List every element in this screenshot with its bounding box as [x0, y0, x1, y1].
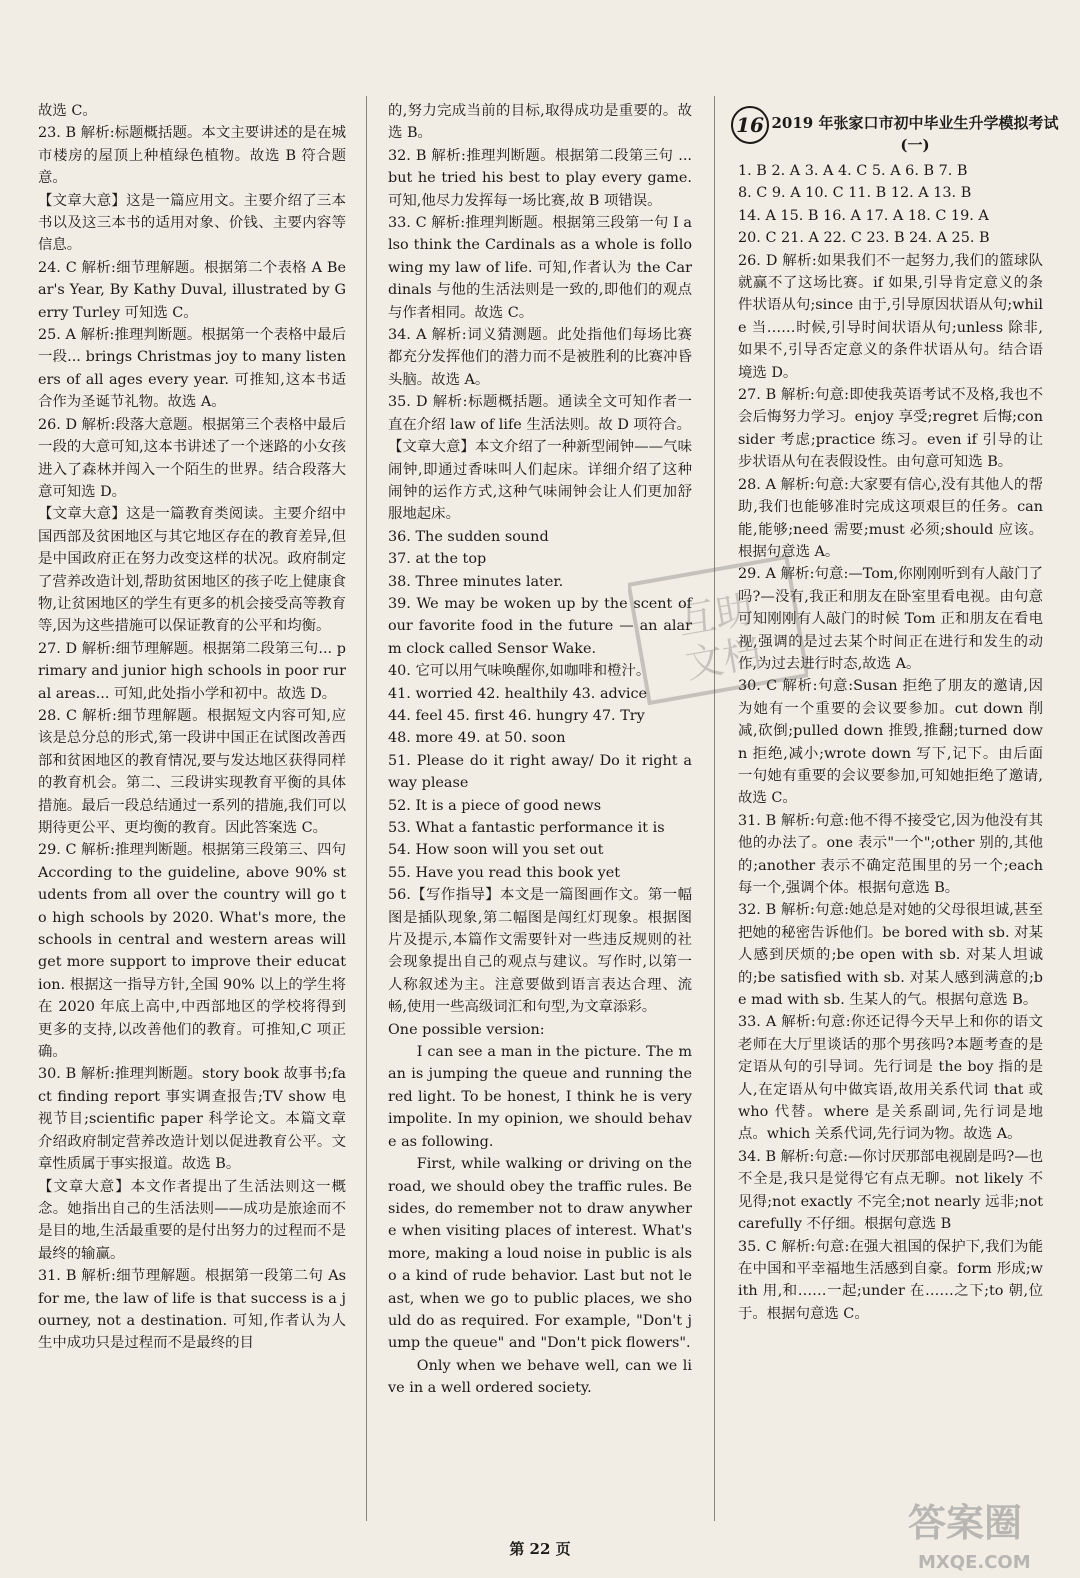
answer-paragraph: 29. C 解析:推理判断题。根据第三段第三、四句 According to the guideline, above 90% students from all over the country will go to high schools by 2020. What's more, the schools in central and western areas will get more support to improve their education. 根据这一指导方针,全国 90% 以上的学生将在 2020 年底上高中,中西部地区的学校将得到更多的支持,以改善他们的教育。可推知,C 项正确。: [38, 842, 346, 1061]
answer-paragraph: 39. We may be woken up by the scent of our favorite food in the future — an alarm clock called Sensor Wake.: [388, 595, 692, 657]
answer-paragraph: 的,努力完成当前的目标,取得成功是重要的。故选 B。: [388, 103, 692, 142]
answer-line: 52. It is a piece of good news: [388, 797, 602, 814]
site-logo: [898, 1492, 1076, 1576]
sample-essay-paragraph: First, while walking or driving on the road, we should obey the traffic rules. Besides, do remember not to draw anywhere when visiting places of interest. What's more, making a loud noise in public is also a kind of rude behavior. Last but not least, when we go to public places, we should do as required. For example, "Don't jump the queue" and "Don't pick flowers".: [388, 1156, 692, 1352]
answer-line: 48. more 49. at 50. soon: [388, 730, 566, 747]
svg-text:答案圈: 答案圈: [908, 1501, 1023, 1545]
answer-paragraph: 29. A 解析:句意:—Tom,你刚刚听到有人敲门了吗?—没有,我正和朋友在卧室里看电视。由句意可知刚刚有人敲门的时候 Tom 正和朋友在看电视,强调的是过去某个时间正在进行和发生的动作,为过去进行时态,故选 A。: [738, 566, 1043, 672]
answer-paragraph: 23. B 解析:标题概括题。本文主要讲述的是在城市楼房的屋顶上种植绿色植物。故选 B 符合题意。: [38, 125, 346, 187]
writing-guide: 56.【写作指导】本文是一篇图画作文。第一幅图是插队现象,第二幅图是闯红灯现象。根据图片及提示,本篇作文需要针对一些违反规则的社会现象提出自己的观点与建议。写作时,以第一人称叙述为主。注意要做到语言表达合理、流畅,使用一些高级词汇和句型,为文章添彩。: [388, 887, 692, 1016]
answer-paragraph: 31. B 解析:细节理解题。根据第一段第二句 As for me, the law of life is that success is a journey, not a destination. 可知,作者认为人生中成功只是过程而不是最终的目: [38, 1268, 346, 1352]
answer-paragraph: 25. A 解析:推理判断题。根据第一个表格中最后一段... brings Christmas joy to many listeners of all ages every year. 可推知,这本书适合作为圣诞节礼物。故选 A。: [38, 327, 346, 411]
answer-paragraph: 34. A 解析:词义猜测题。此处指他们每场比赛都充分发挥他们的潜力而不是被胜利的比赛冲昏头脑。故选 A。: [388, 327, 692, 388]
answer-paragraph: 32. B 解析:句意:她总是对她的父母很坦诚,甚至把她的秘密告诉他们。be bored with sb. 对某人感到厌烦的;be open with sb. 对某人坦诚的;be satisfied with sb. 对某人感到满意的;be mad with sb. 生某人的气。根据句意选 B。: [738, 902, 1043, 1009]
answer-paragraph: 33. A 解析:句意:你还记得今天早上和你的语文老师在大厅里谈话的那个男孩吗?本题考查的是定语从句的引导词。先行词是 the boy 指的是人,在定语从句中做宾语,故用关系代词 that 或 who 代替。where 是关系副词,先行词是地点。which 关系代词,先行词为物。故选 A。: [738, 1014, 1043, 1143]
answer-paragraph: 34. B 解析:句意:—你讨厌那部电视剧是吗?—也不全是,我只是觉得它有点无聊。not likely 不见得;not exactly 不完全;not nearly 远非;not carefully 不仔细。根据句意选 B: [738, 1148, 1043, 1233]
svg-text:MXQE.COM: MXQE.COM: [918, 1552, 1031, 1573]
answer-key-row: 20. C 21. A 22. C 23. B 24. A 25. B: [738, 230, 990, 247]
answer-paragraph: 28. A 解析:句意:大家要有信心,没有其他人的帮助,我们也能够准时完成这项艰巨的任务。can 能,能够;need 需要;must 必须;should 应该。根据句意选 A。: [738, 476, 1043, 560]
section-title: 2019 年张家口市初中毕业生升学模拟考试(一): [771, 114, 1059, 154]
sample-essay-label: One possible version:: [388, 1021, 545, 1038]
answer-line: 38. Three minutes later.: [388, 573, 564, 590]
summary-paragraph: 【文章大意】本文作者提出了生活法则这一概念。她指出自己的生活法则——成功是旅途而不是目的地,生活最重要的是付出努力的过程而不是最终的输赢。: [38, 1178, 346, 1262]
answer-line: 41. worried 42. healthily 43. advice: [388, 685, 648, 702]
answer-paragraph: 30. C 解析:句意:Susan 拒绝了朋友的邀请,因为她有一个重要的会议要参加。cut down 削减,砍倒;pulled down 推毁,推翻;turned down 拒绝,减小;wrote down 写下,记下。由后面一句她有重要的会议要参加,可知她拒绝了邀请,故选 C。: [738, 678, 1043, 807]
answer-paragraph: 35. D 解析:标题概括题。通读全文可知作者一直在介绍 law of life 生活法则。故 D 项符合。: [388, 394, 692, 433]
answer-paragraph: 33. C 解析:推理判断题。根据第三段第一句 I also think the Cardinals as a whole is following my law of life. 可知,作者认为 the Cardinals 与他的生活法则是一致的,即他们的观点与作者相同。故选 C。: [388, 215, 692, 321]
answer-key-row: 14. A 15. B 16. A 17. A 18. C 19. A: [738, 207, 989, 224]
answer-line: 55. Have you read this book yet: [388, 864, 621, 881]
summary-paragraph: 【文章大意】这是一篇教育类阅读。主要介绍中国西部及贫困地区与其它地区存在的教育差异,但是中国政府正在努力改变这样的状况。政府制定了营养改造计划,帮助贫困地区的孩子吃上健康食物,让贫困地区的学生有更多的机会接受高等教育等,因为这些措施可以保证教育的公平和均衡。: [38, 506, 346, 635]
answer-paragraph: 27. B 解析:句意:即使我英语考试不及格,我也不会后悔努力学习。enjoy 享受;regret 后悔;consider 考虑;practice 练习。even if 引导的让步状语从句在表假设性。由句意可知选 B。: [738, 387, 1043, 471]
answer-paragraph: 31. B 解析:句意:他不得不接受它,因为他没有其他的办法了。one 表示"一个";other 别的,其他的;another 表示不确定范围里的另一个;each 每一个,强调个体。根据句意选 B。: [738, 812, 1043, 896]
answer-paragraph: 32. B 解析:推理判断题。根据第二段第三句 ... but he tried his best to play every game. 可知,他尽力发挥每一场比赛,故 B 项错误。: [388, 147, 692, 209]
page-number: 第 22 页: [509, 1540, 571, 1558]
summary-paragraph: 【文章大意】本文介绍了一种新型闹钟——气味闹钟,即通过香味叫人们起床。详细介绍了这种闹钟的运作方式,这种气味闹钟会让人们更加舒服地起床。: [388, 439, 692, 523]
answer-paragraph: 故选 C。: [38, 103, 97, 119]
answer-line: 40. 它可以用气味唤醒你,如咖啡和橙汁。: [388, 663, 651, 680]
section-number-badge: 16: [731, 106, 769, 144]
sample-essay-paragraph: I can see a man in the picture. The man is jumping the queue and running the red light. To be honest, I think he is very impolite. In my opinion, we should behave as following.: [388, 1044, 692, 1150]
answer-key-row: 8. C 9. A 10. C 11. B 12. A 13. B: [738, 185, 972, 202]
sample-essay-paragraph: Only when we behave well, can we live in a well ordered society.: [388, 1357, 692, 1397]
svg-text:文档: 文档: [681, 630, 765, 687]
answer-paragraph: 35. C 解析:句意:在强大祖国的保护下,我们为能在中国和平幸福地生活感到自豪。form 形成;with 用,和……一起;under 在……之下;to 朝,位于。根据句意选 C。: [738, 1238, 1043, 1322]
answer-column-right: [738, 160, 1043, 1325]
svg-text:互助: 互助: [674, 586, 757, 644]
answer-paragraph: 26. D 解析:如果我们不一起努力,我们的篮球队就赢不了这场比赛。if 如果,引导肯定意义的条件状语从句;since 由于,引导原因状语从句;while 当……时候,引导时间状语从句;unless 除非,如果不,引导否定意义的条件状语从句。结合语境选 D。: [738, 252, 1043, 381]
answer-column-middle: [388, 100, 692, 1400]
answer-line: 54. How soon will you set out: [388, 842, 604, 859]
column-divider: [366, 96, 367, 1521]
answer-paragraph: 24. C 解析:细节理解题。根据第二个表格 A Bear's Year, By Kathy Duval, illustrated by Gerry Turley 可知选 C。: [38, 259, 346, 321]
answer-paragraph: 26. D 解析:段落大意题。根据第三个表格中最后一段的大意可知,这本书讲述了一个迷路的小女孩进入了森林并闯入一个陌生的世界。结合段落大意可知选 D。: [38, 416, 346, 500]
answer-paragraph: 28. C 解析:细节理解题。根据短文内容可知,应该是总分总的形式,第一段讲中国正在试图改善西部和贫困地区的教育情况,要与发达地区获得同样的教育机会。第二、三段讲实现教育平衡的具体措施。最后一段总结通过一系列的措施,我们可以期待更公平、更均衡的教育。因此答案选 C。: [38, 707, 346, 836]
column-divider: [714, 96, 715, 1521]
answer-key-row: 1. B 2. A 3. A 4. C 5. A 6. B 7. B: [738, 163, 968, 179]
answer-paragraph: 30. B 解析:推理判断题。story book 故事书;fact finding report 事实调查报告;TV show 电视节目;scientific paper 科学论文。本篇文章介绍政府制定营养改造计划以促进教育公平。文章性质属于事实报道。故选 B。: [38, 1066, 346, 1173]
summary-paragraph: 【文章大意】这是一篇应用文。主要介绍了三本书以及这三本书的适用对象、价钱、主要内容等信息。: [38, 192, 346, 254]
answer-line: 44. feel 45. first 46. hungry 47. Try: [388, 707, 645, 724]
answer-column-left: [38, 100, 346, 1355]
answer-line: 36. The sudden sound: [388, 528, 549, 545]
answer-line: 37. at the top: [388, 551, 487, 568]
answer-line: 53. What a fantastic performance it is: [388, 820, 665, 836]
answer-paragraph: 27. D 解析:细节理解题。根据第二段第三句... primary and junior high schools in poor rural areas... 可知,此处指小学和初中。故选 D。: [38, 640, 346, 702]
answer-paragraph: 51. Please do it right away/ Do it right away please: [388, 752, 692, 792]
